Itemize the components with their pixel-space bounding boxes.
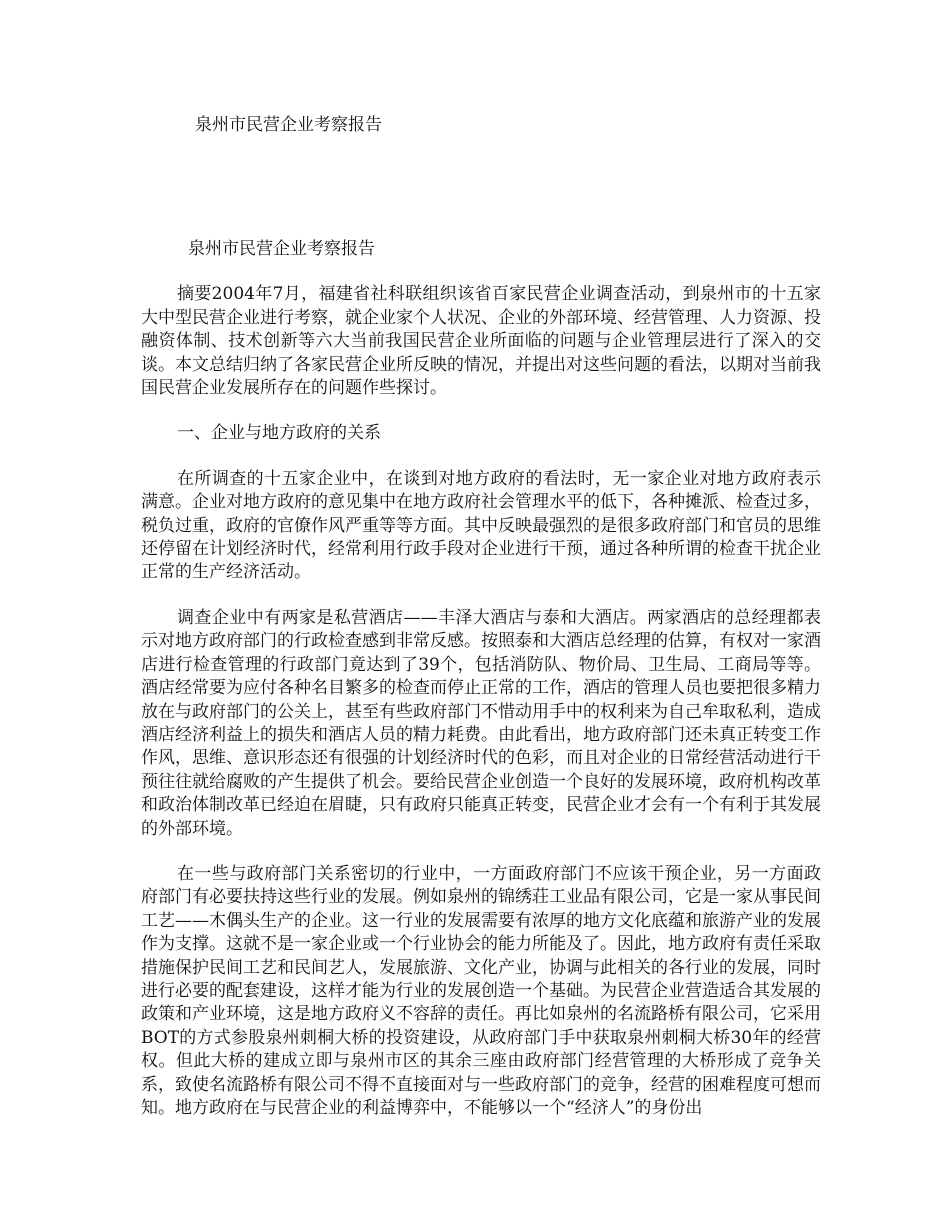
section-heading: 一、企业与地方政府的关系: [177, 423, 381, 444]
body-paragraph-3: 在一些与政府部门关系密切的行业中，一方面政府部门不应该干预企业，另一方面政府部门有必要扶持这些行业的发展。例如泉州的锦绣荘工业品有限公司，它是一家从事民间工艺——木偶头生产的企业。这一行业的发展需要有浓厚的地方文化底蕴和旅游产业的发展作为支撑。这就不是一家企业或一个行业协会的能力所能及了。因此，地方政府有责任采取措施保护民间工艺和民间艺人，发展旅游、文化产业，协调与此相关的各行业的发展，同时进行必要的配套建设，这样才能为行业的发展创造一个基础。为民营企业营造适合其发展的政策和产业环境，这是地方政府义不容辞的责任。再比如泉州的名流路桥有限公司，它采用BOT的方式参股泉州刺桐大桥的投资建设，从政府部门手中获取泉州刺桐大桥30年的经营权。但此大桥的建成立即与泉州市区的其余三座由政府部门经营管理的大桥形成了竞争关系，致使名流路桥有限公司不得不直接面对与一些政府部门的竞争，经营的困难程度可想而知。地方政府在与民营企业的利益博弈中，不能够以一个“经济人”的身份出: [141, 863, 821, 1118]
report-title: 泉州市民营企业考察报告: [188, 239, 375, 259]
document-title: 泉州市民营企业考察报告: [195, 115, 382, 135]
body-paragraph-2: 调查企业中有两家是私营酒店——丰泽大酒店与泰和大酒店。两家酒店的总经理都表示对地方政府部门的行政检查感到非常反感。按照泰和大酒店总经理的估算，有权对一家酒店进行检查管理的行政部门竟达到了39个，包括消防队、物价局、卫生局、工商局等等。酒店经常要为应付各种名目繁多的检查而停止正常的工作，酒店的管理人员也要把很多精力放在与政府部门的公关上，甚至有些政府部门不惜动用手中的权利来为自己牟取私利，造成酒店经济利益上的损失和酒店人员的精力耗费。由此看出，地方政府部门还未真正转变工作作风，思维、意识形态还有很强的计划经济时代的色彩，而且对企业的日常经营活动进行干预往往就给腐败的产生提供了机会。要给民营企业创造一个良好的发展环境，政府机构改革和政治体制改革已经迫在眉睫，只有政府只能真正转变，民营企业才会有一个有利于其发展的外部环境。: [141, 607, 821, 839]
body-paragraph-1: 在所调查的十五家企业中，在谈到对地方政府的看法时，无一家企业对地方政府表示满意。企业对地方政府的意见集中在地方政府社会管理水平的低下，各种摊派、检查过多，税负过重，政府的官僚作风严重等等方面。其中反映最强烈的是很多政府部门和官员的思维还停留在计划经济时代，经常利用行政手段对企业进行干预，通过各种所谓的检查干扰企业正常的生产经济活动。: [141, 468, 821, 583]
document-body: [141, 238, 821, 1142]
abstract-paragraph: 摘要2004年7月，福建省社科联组织该省百家民营企业调查活动，到泉州市的十五家大中型民营企业进行考察，就企业家个人状况、企业的外部环境、经营管理、人力资源、投融资体制、技术创新等六大当前我国民营企业所面临的问题与企业管理层进行了深入的交谈。本文总结归纳了各家民营企业所反映的情况，并提出对这些问题的看法，以期对当前我国民营企业发展所存在的问题作些探讨。: [141, 284, 821, 399]
